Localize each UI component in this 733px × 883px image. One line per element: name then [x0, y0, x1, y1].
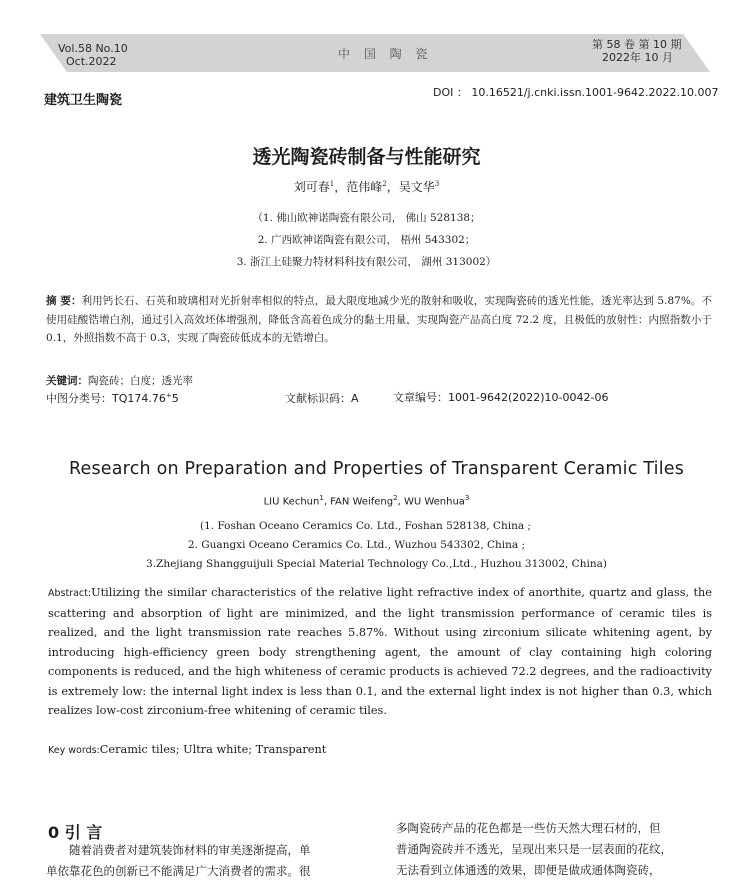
author-1-en: LIU Kechun	[263, 496, 320, 508]
affiliations-en	[0, 517, 733, 574]
abstract-cn	[46, 292, 712, 348]
abstract-cn-label: 摘 要：	[46, 295, 82, 307]
title-en: Research on Preparation and Properties of Transparent Ceramic Tiles	[68, 459, 685, 479]
body-right-line-3: 无法看到立体通透的效果，即便是做成通体陶瓷砖，	[396, 863, 661, 877]
keywords-cn	[46, 372, 712, 391]
authors-en: LIU Kechun$^1$, FAN Weifeng$^2$, WU Wenhua$^3$	[263, 494, 470, 508]
keywords-en	[48, 740, 712, 761]
article-number: 文章编号：1001-9642(2022)10-0042-06	[393, 391, 609, 404]
body-left-column	[46, 840, 370, 882]
document-code: 文献标识码：A	[285, 392, 359, 405]
author-2-en: FAN Weifeng	[330, 496, 394, 508]
clc-number: 中图分类号：TQ174.76+5	[46, 391, 179, 405]
body-right-column	[396, 818, 718, 881]
affiliations-cn	[0, 207, 733, 273]
affiliation-cn-2: 2. 广西欧神诺陶瓷有限公司， 梧州 543302；	[257, 234, 476, 246]
affiliation-en-3: 3.Zhejiang Shangguijuli Special Material Technology Co.,Ltd., Huzhou 313002, China)	[146, 558, 607, 570]
body-left-line-2: 单依靠花色的创新已不能满足广大消费者的需求。很	[46, 864, 311, 878]
abstract-en-text: Utilizing the similar characteristics of the relative light refractive index of anorthite, quartz and glass, the scattering and absorption of light are minimized, and the light transmission performance of ceramic tiles is realized, and the light transmission rate reaches 5.87%. Without using zirconium silicate whitening agent, by introducing high-efficiency green body strengthening agent, the amount of clay containing high coloring components is reduced, and the high whiteness of ceramic products is achieved 72.2 degrees, and the radioactivity is extremely low: the internal light index is less than 0.1, and the external light index is not higher than 0.3, which realizes low-cost zirconium-free whitening of ceramic tiles.	[48, 586, 712, 717]
affiliation-en-2: 2. Guangxi Oceano Ceramics Co. Ltd., Wuzhou 543302, China ;	[187, 539, 526, 551]
affiliation-cn-1: （1. 佛山欧神诺陶瓷有限公司， 佛山 528138；	[252, 212, 481, 224]
body-right-line-1: 多陶瓷砖产品的花色都是一些仿天然大理石材的，但	[396, 821, 661, 835]
author-3-cn: 吴文华	[398, 180, 435, 194]
title-cn: 透光陶瓷砖制备与性能研究	[252, 146, 481, 168]
abstract-en-label: Abstract:	[48, 588, 92, 599]
keywords-en-text: Ceramic tiles; Ultra white; Transparent	[99, 743, 327, 756]
body-left-line-1: 随着消费者对建筑装饰材料的审美逐渐提高，单	[69, 843, 311, 857]
author-3-en: WU Wenhua	[403, 496, 465, 508]
section-title: 0 引 言	[48, 823, 103, 842]
volume-number-en: Vol.58 No.10	[58, 42, 128, 55]
affiliation-en-1: (1. Foshan Oceano Ceramics Co. Ltd., Foshan 528138, China ;	[200, 520, 531, 532]
journal-name: 中 国 陶 瓷	[338, 47, 433, 61]
doi: DOI ： 10.16521/j.cnki.issn.1001-9642.2022.10.007	[433, 86, 719, 99]
body-right-line-2: 普通陶瓷砖并不透光，呈现出来只是一层表面的花纹，	[396, 842, 672, 856]
abstract-en	[48, 583, 712, 721]
authors-cn: 刘可春$^1$，范伟峰$^2$，吴文华$^3$	[293, 180, 440, 194]
keywords-cn-text: 陶瓷砖；白度；透光率	[88, 375, 193, 387]
keywords-cn-label: 关键词：	[46, 375, 88, 387]
column-name: 建筑卫生陶瓷	[44, 93, 123, 108]
author-1-cn: 刘可春	[293, 180, 330, 194]
affiliation-cn-3: 3. 浙江上硅聚力特材料科技有限公司， 湖州 313002）	[236, 256, 497, 268]
date-en: Oct.2022	[66, 55, 117, 68]
abstract-cn-text: 利用钙长石、石英和玻璃相对光折射率相似的特点，最大限度地减少光的散射和吸收，实现陶瓷砖的透光性能，透光率达到 5.87%。不使用硅酸锆增白剂，通过引入高效坯体增强剂，降低含高着色成分的黏土用量，实现陶瓷产品高白度 72.2 度，且极低的放射性：内照指数小于 0.1，外照指数不高于 0.3，实现了陶瓷砖低成本的无锆增白。	[46, 295, 712, 344]
keywords-en-label: Key words:	[48, 745, 100, 756]
volume-number-cn: 第 58 卷 第 10 期	[592, 38, 682, 51]
date-cn: 2022年 10 月	[602, 51, 673, 64]
author-2-cn: 范伟峰	[346, 180, 383, 194]
